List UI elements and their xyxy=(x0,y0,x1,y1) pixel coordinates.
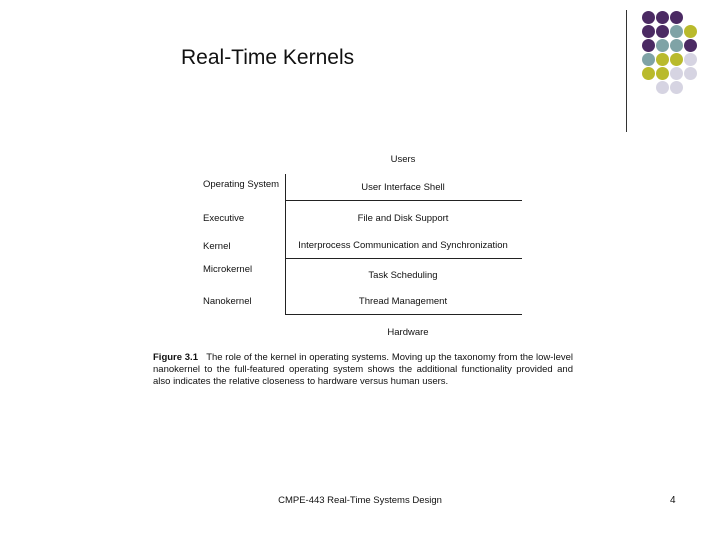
diagram-vertical-axis xyxy=(285,174,286,315)
figure-caption xyxy=(153,352,573,388)
figure-label: Figure 3.1 xyxy=(153,352,198,363)
decor-dot xyxy=(656,53,669,66)
decor-dot xyxy=(670,53,683,66)
decor-dot xyxy=(656,25,669,38)
left-label-kernel: Kernel xyxy=(203,241,231,252)
slide-title: Real-Time Kernels xyxy=(181,46,355,69)
layer-divider-1 xyxy=(285,200,522,201)
divider-line xyxy=(626,10,627,132)
decor-dot xyxy=(656,11,669,24)
left-label-operating-system: Operating System xyxy=(203,179,280,190)
figure-caption-text: The role of the kernel in operating systems. Moving up the taxonomy from the low-level nanokernel to the full-featured operating system shows the additional functionality provided and also indicates the relative closeness to hardware versus human users. xyxy=(153,352,573,387)
decor-dot xyxy=(656,39,669,52)
left-label-microkernel: Microkernel xyxy=(203,264,253,275)
decor-dot xyxy=(656,67,669,80)
users-label: Users xyxy=(390,154,416,165)
decor-dot xyxy=(684,67,697,80)
layer-user-interface-shell: User Interface Shell xyxy=(361,182,445,193)
layer-interprocess-communication: Interprocess Communication and Synchronization xyxy=(298,240,508,251)
layer-file-and-disk-support: File and Disk Support xyxy=(357,213,449,224)
hardware-label: Hardware xyxy=(387,327,429,338)
decor-dot xyxy=(642,67,655,80)
left-label-nanokernel: Nanokernel xyxy=(203,296,252,307)
decor-dot xyxy=(642,11,655,24)
page-number: 4 xyxy=(670,495,676,506)
layer-divider-2 xyxy=(285,258,522,259)
decor-dot xyxy=(670,39,683,52)
layer-task-scheduling: Task Scheduling xyxy=(368,270,438,281)
decor-dot xyxy=(670,11,683,24)
decor-dot xyxy=(670,81,683,94)
decor-dot xyxy=(642,53,655,66)
decor-dot xyxy=(670,25,683,38)
decor-dot xyxy=(684,53,697,66)
layer-divider-3 xyxy=(285,314,522,315)
decor-dot xyxy=(642,25,655,38)
decor-dot xyxy=(656,81,669,94)
decor-dot xyxy=(684,25,697,38)
layer-thread-management: Thread Management xyxy=(358,296,448,307)
decor-dot xyxy=(670,67,683,80)
left-label-executive: Executive xyxy=(203,213,245,224)
decor-dot xyxy=(684,39,697,52)
decor-dot xyxy=(642,39,655,52)
slide-footer: CMPE-443 Real-Time Systems Design xyxy=(278,495,442,506)
